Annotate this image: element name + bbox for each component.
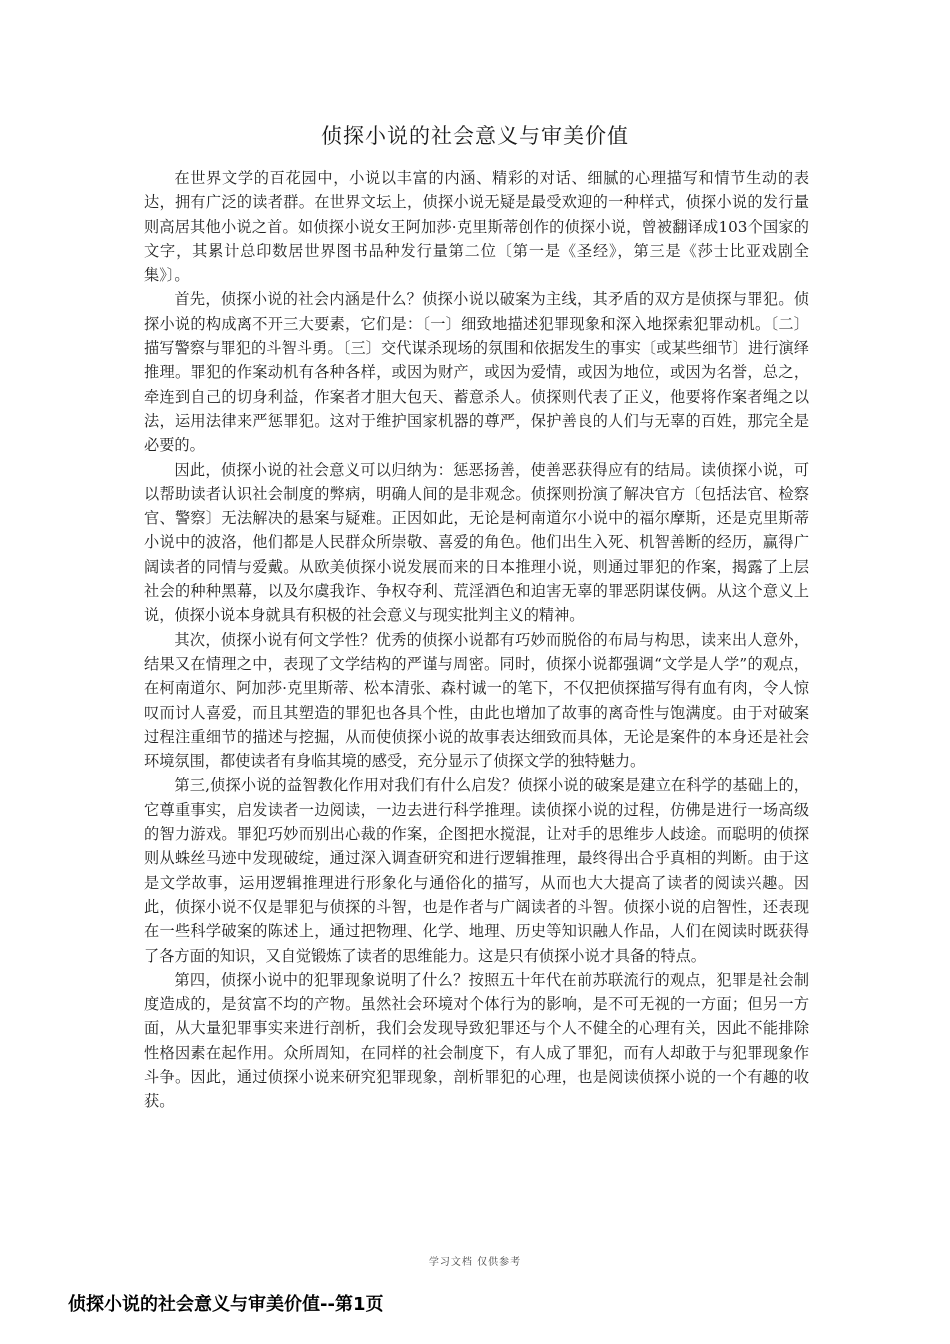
paragraph-crime-phenomenon: 第四，侦探小说中的犯罪现象说明了什么？按照五十年代在前苏联流行的观点，犯罪是社会制度造成的，是贫富不均的产物。虽然社会环境对个体行为的影响，是不可无视的一方面；但另一方面，从大量犯罪事实来进行剖析，我们会发现导致犯罪还与个人不健全的心理有关，因此不能排除性格因素在起作用。众所周知，在同样的社会制度下，有人成了罪犯，而有人却敢于与犯罪现象作斗争。因此，通过侦探小说来研究犯罪现象，剖析罪犯的心理，也是阅读侦探小说的一个有趣的收获。 xyxy=(144,970,809,1111)
paragraph-social-content: 首先，侦探小说的社会内涵是什么？侦探小说以破案为主线，其矛盾的双方是侦探与罪犯。侦探小说的构成离不开三大要素，它们是：〔一〕细致地描述犯罪现象和深入地探索犯罪动机。〔二〕描写警察与罪犯的斗智斗勇。〔三〕交代谋杀现场的氛围和依据发生的事实〔或某些细节〕进行演绎推理。罪犯的作案动机有各种各样，或因为财产，或因为爱情，或因为地位，或因为名誉，总之，牵连到自己的切身利益，作案者才胆大包天、蓄意杀人。侦探则代表了正义，他要将作案者绳之以法，运用法律来严惩罪犯。这对于维护国家机器的尊严，保护善良的人们与无辜的百姓，那完全是必要的。 xyxy=(144,290,809,455)
document-page-label: 侦探小说的社会意义与审美价值--第1页 xyxy=(68,1294,384,1315)
paragraph-literary-quality: 其次，侦探小说有何文学性？优秀的侦探小说都有巧妙而脱俗的布局与构思，读来出人意外，结果又在情理之中，表现了文学结构的严谨与周密。同时，侦探小说都强调“文学是人学”的观点，在柯南道尔、阿加莎·克里斯蒂、松本清张、森村诚一的笔下，不仅把侦探描写得有血有肉，令人惊叹而讨人喜爱，而且其塑造的罪犯也各具个性，由此也增加了故事的离奇性与饱满度。由于对破案过程注重细节的描述与挖掘，从而使侦探小说的故事表达细致而具体，无论是案件的本身还是社会环境氛围，都使读者有身临其境的感受，充分显示了侦探文学的独特魅力。 xyxy=(144,630,809,771)
document-body xyxy=(144,166,809,1114)
paragraph-social-meaning: 因此，侦探小说的社会意义可以归纳为：惩恶扬善，使善恶获得应有的结局。读侦探小说，可以帮助读者认识社会制度的弊病，明确人间的是非观念。侦探则扮演了解决官方〔包括法官、检察官、警察〕无法解决的悬案与疑难。正因如此，无论是柯南道尔小说中的福尔摩斯，还是克里斯蒂小说中的波洛，他们都是人民群众所崇敬、喜爱的角色。他们出生入死、机智善断的经历，赢得广阔读者的同情与爱戴。从欧美侦探小说发展而来的日本推理小说，则通过罪犯的作案，揭露了上层社会的种种黑幕，以及尔虞我诈、争权夺利、荒淫酒色和迫害无辜的罪恶阴谋伎俩。从这个意义上说，侦探小说本身就具有积极的社会意义与现实批判主义的精神。 xyxy=(144,460,809,625)
paragraph-educational-effect: 第三,侦探小说的益智教化作用对我们有什么启发？侦探小说的破案是建立在科学的基础上的，它尊重事实，启发读者一边阅读，一边去进行科学推理。读侦探小说的过程，仿佛是进行一场高级的智力游戏。罪犯巧妙而别出心裁的作案，企图把水搅混，让对手的思维步人歧途。而聪明的侦探则从蛛丝马迹中发现破绽，通过深入调查研究和进行逻辑推理，最终得出合乎真相的判断。由于这是文学故事，运用逻辑推理进行形象化与通俗化的描写，从而也大大提高了读者的阅读兴趣。因此，侦探小说不仅是罪犯与侦探的斗智，也是作者与广阔读者的斗智。侦探小说的启智性，还表现在一些科学破案的陈述上，通过把物理、化学、地理、历史等知识融人作品，人们在阅读时既获得了各方面的知识，又自觉锻炼了读者的思维能力。这是只有侦探小说才具备的特点。 xyxy=(144,776,809,965)
page-footer-note: 学习文档 仅供参考 xyxy=(428,1257,522,1268)
document-title: 侦探小说的社会意义与审美价值 xyxy=(321,124,629,148)
paragraph-intro: 在世界文学的百花园中，小说以丰富的内涵、精彩的对话、细腻的心理描写和情节生动的表达，拥有广泛的读者群。在世界文坛上，侦探小说无疑是最受欢迎的一种样式，侦探小说的发行量则高居其他小说之首。如侦探小说女王阿加莎·克里斯蒂创作的侦探小说，曾被翻译成103个国家的文字，其累计总印数居世界图书品种发行量第二位〔第一是《圣经》，第三是《莎士比亚戏剧全集》〕。 xyxy=(144,169,809,285)
